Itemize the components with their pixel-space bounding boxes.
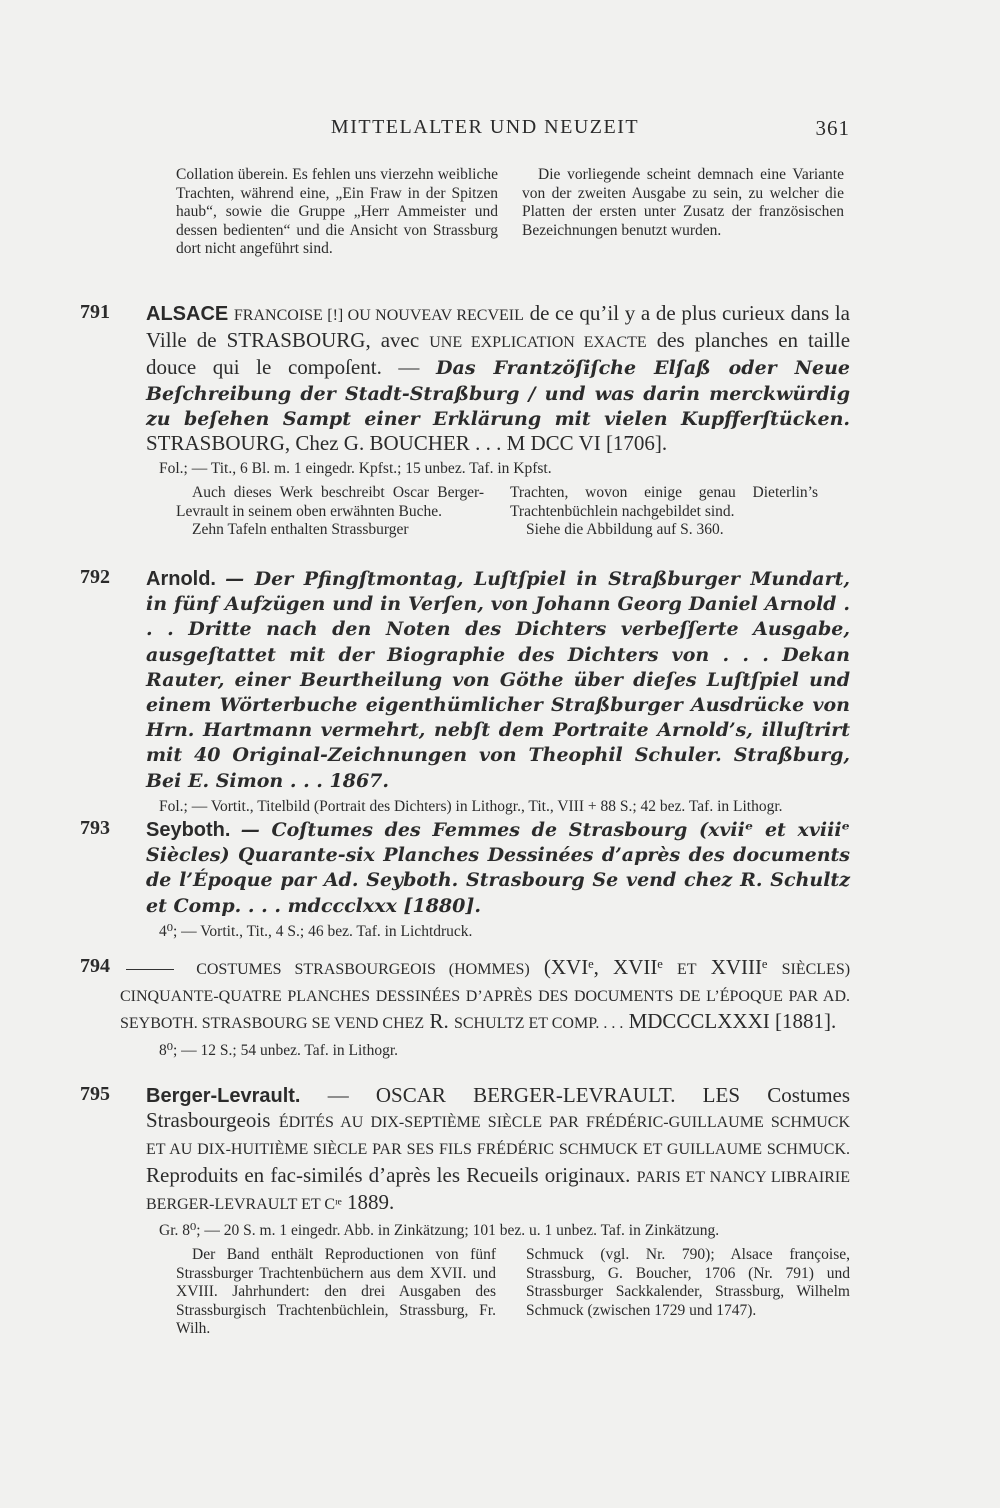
title-part: SCHULTZ ET COMP. . . . xyxy=(453,1015,624,1033)
entry-793 xyxy=(80,817,850,941)
title-fraktur: — Der Pfingſtmontag, Luſtſpiel in Straßburger Mundart, in fünf Aufzügen und in Verſen, von Johann Georg Daniel Arnold . . . Dritte nach den Noten des Dichters verbeſſerte Ausgabe, ausgeſtattet mit der Biographie des Dichters von . . . Dekan Rauter, einer Beurtheilung von Göthe über dieſes Luſtſpiel und einem Wörterbuche eigenthümlicher Straßburger Ausdrücke von Hrn. Hartmann vermehrt, nebſt dem Portraite Arnold’s, illuſtrirt mit 40 Original-Zeichnungen von Theophil Schuler. Straßburg, Bei E. Simon . . . 1867. xyxy=(146,568,850,792)
entry-collation xyxy=(146,797,850,816)
intro-note-right xyxy=(522,166,844,259)
entry-notes xyxy=(176,1246,850,1339)
entry-author: Arnold. xyxy=(146,568,216,590)
collation-text: Gr. 8⁰; — 20 S. m. 1 eingedr. Abb. in Zinkätzung; 101 bez. u. 1 unbez. Taf. in Zinkätzung. xyxy=(159,1222,720,1240)
entry-791 xyxy=(80,301,850,540)
title-part: STRASBOURG, xyxy=(146,431,291,456)
entry-collation: 4⁰; — Vortit., Tit., 4 S.; 46 bez. Taf. in Lichtdruck. xyxy=(159,922,473,940)
entry-collation xyxy=(146,1221,850,1240)
note-paragraph: Zehn Tafeln enthalten Strassburger xyxy=(192,521,409,539)
title-part: COSTUMES STRASBOURGEOIS (HOMMES) xyxy=(196,961,530,978)
entry-number: 794 xyxy=(80,955,110,977)
entry-title xyxy=(146,817,850,918)
entry-author: Berger-Levrault. xyxy=(146,1085,301,1107)
running-title: MITTELALTER UND NEUZEIT xyxy=(330,116,640,138)
intro-notes xyxy=(176,166,844,259)
entry-notes xyxy=(176,484,818,540)
entry-number: 792 xyxy=(80,566,110,588)
note-right xyxy=(510,484,818,540)
note-paragraph: Schmuck (vgl. Nr. 790); Alsace françoise, Strassburg, G. Boucher, 1706 (Nr. 791) und Strassburger Sackkalender, Strassburg, Wilhelm Schmuck (zwischen 1729 und 1747). xyxy=(526,1246,850,1319)
entry-number: 793 xyxy=(80,817,110,839)
note-right xyxy=(526,1246,850,1339)
entry-collation: Fol.; — Tit., 6 Bl. m. 1 eingedr. Kpfst.; 15 unbez. Taf. in Kpfst. xyxy=(159,460,552,478)
title-part: (XVIᵉ, XVIIᵉ xyxy=(543,955,663,979)
entry-795 xyxy=(80,1083,850,1339)
entry-number: 791 xyxy=(80,301,110,323)
entry-lead-word: ALSACE xyxy=(146,303,229,325)
title-fraktur: — Coſtumes des Femmes de Strasbourg (xviiᵉ et xviiiᵉ Siècles) Quarante-six Planches Dessinées d’après des documents de l’Époque par Ad. Seyboth. Strasbourg Se vend chez R. Schultz et Comp. . . . mdccclxxx [1880]. xyxy=(146,819,850,917)
title-part: PARIS ET NANCY LIBRAIRIE BERGER-LEVRAULT ET Cᶦᵉ xyxy=(146,1168,851,1213)
entry-title xyxy=(146,301,850,455)
title-part: 1889. xyxy=(347,1189,395,1214)
title-part: BOUCHER xyxy=(369,431,470,456)
entry-794 xyxy=(80,955,850,1060)
intro-right-text: Die vorliegende scheint demnach eine Variante von der zweiten Ausgabe zu sein, zu welcher die Platten der ersten unter Zusatz der französischen Bezeichnungen benutzt wurden. xyxy=(522,166,844,239)
entry-number: 795 xyxy=(80,1083,110,1105)
title-part: ÉDITÉS AU DIX-SEPTIÈME SIÈCLE PAR FRÉDÉRIC-GUILLAUME SCHMUCK ET AU DIX-HUITIÈME SIÈCLE PAR SES FILS FRÉDÉRIC SCHMUCK ET GUILLAUME SCHMUCK. xyxy=(146,1114,850,1159)
entry-title xyxy=(146,566,850,793)
title-part: . . . M DCC VI [1706]. xyxy=(475,431,668,456)
note-paragraph: Auch dieses Werk beschreibt Oscar Berger-Levrault in seinem oben erwähnten Buche. xyxy=(176,484,484,520)
note-left xyxy=(176,1246,496,1339)
title-part: de ce qu’il y a de plus curieux dans la Ville de xyxy=(146,301,850,353)
title-part: R. xyxy=(429,1009,449,1034)
running-header xyxy=(120,116,850,146)
title-part: XVIIIᵉ xyxy=(710,955,768,979)
intro-note-left xyxy=(176,166,498,259)
page-number: 361 xyxy=(815,116,850,140)
title-part: Costumes Strasbourgeois xyxy=(146,1083,851,1133)
title-part: FRANCOISE [!] OU NOUVEAV RECVEIL xyxy=(233,307,524,324)
entry-792 xyxy=(80,566,850,816)
entry-collation: 8⁰; — 12 S.; 54 unbez. Taf. in Lithogr. xyxy=(159,1041,399,1059)
title-part: Chez G. xyxy=(295,431,365,456)
ditto-dash xyxy=(126,969,174,970)
entry-title xyxy=(120,955,850,1037)
title-part: OSCAR BERGER-LEVRAULT. LES xyxy=(375,1083,740,1107)
title-part: STRASBOURG, xyxy=(226,328,371,353)
entry-title xyxy=(146,1083,850,1217)
intro-left-text: Collation überein. Es fehlen uns vierzehn weibliche Trachten, während eine, „Ein Fraw in der Spitzen haub“, sowie die Gruppe „Herr Ammeister und dessen bedienten“ und die Ansicht von Strassburg dort nicht angeführt sind. xyxy=(176,166,498,258)
entry-author: Seyboth. xyxy=(146,819,231,841)
title-fraktur: Das Frantzöſiſche Elſaß oder Neue Beſchreibung der Stadt-Straßburg / und was darin merckwürdig zu beſehen Sampt einer Erklärung mit vielen Kupfferſtücken. xyxy=(146,357,850,430)
note-paragraph: Siehe die Abbildung auf S. 360. xyxy=(526,521,724,539)
note-paragraph: Trachten, wovon einige genau Dieterlin’s Trachtenbüchlein nachgebildet sind. xyxy=(510,484,818,520)
note-paragraph: Der Band enthält Reproductionen von fünf Strassburger Trachtenbüchern aus dem XVII. und XVIII. Jahrhundert: den drei Ausgaben des Strassburgisch Trachtenbüchlein, Strassburg, Fr. Wilh. xyxy=(176,1246,496,1338)
title-part: UNE EXPLICATION EXACTE xyxy=(429,334,647,352)
title-part: ET xyxy=(676,961,697,978)
title-part: avec xyxy=(380,328,420,353)
collation-text: Fol.; — Vortit., Titelbild (Portrait des Dichters) in Lithogr., Tit., VIII + 88 S.; 42 bez. Taf. in Lithogr. xyxy=(159,797,783,815)
title-part: — xyxy=(327,1083,349,1107)
title-part: MDCCCLXXXI [1881]. xyxy=(628,1009,837,1034)
title-part: des planches en taille douce qui le compoſent. — xyxy=(146,328,851,380)
title-part: Reproduits en fac-similés d’après les Recueils originaux. xyxy=(146,1162,631,1187)
note-left xyxy=(176,484,484,540)
title-part: SIÈCLES) CINQUANTE-QUATRE PLANCHES DESSINÉES D’APRÈS DES DOCUMENTS DE L’ÉPOQUE PAR AD. SEYBOTH. STRASBOURG SE VEND CHEZ xyxy=(120,961,851,1033)
